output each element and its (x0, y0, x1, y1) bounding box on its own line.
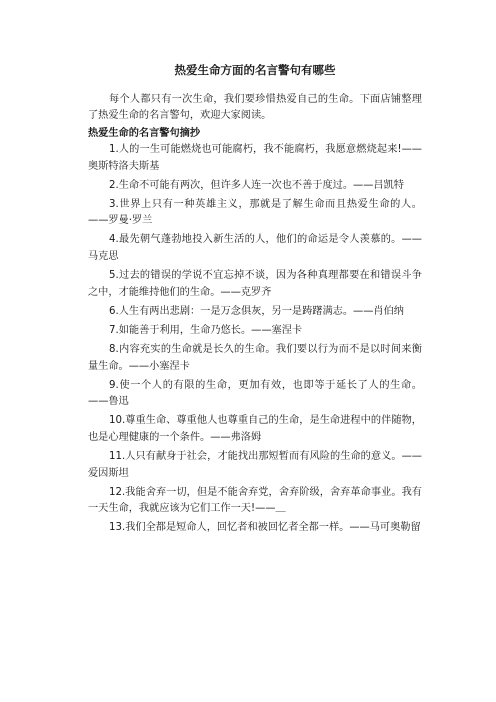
section-heading: 热爱生命的名言警句摘抄 (88, 128, 201, 139)
intro-paragraph: 每个人都只有一次生命，我们要珍惜热爱自己的生命。下面店铺整理了热爱生命的名言警句，欢迎大家阅读。 (88, 94, 422, 121)
quote-item: 3.世界上只有一种英雄主义，那就是了解生命而且热爱生命的人。——罗曼·罗兰 (88, 198, 422, 227)
quote-item: 8.内容充实的生命就是长久的生命。我们要以行为而不是以时间来衡量生命。——小塞涅卡 (88, 344, 422, 372)
quote-item: 2.生命不可能有两次，但许多人连一次也不善于度过。——吕凯特 (109, 179, 404, 191)
quote-item: 11.人只有献身于社会，才能找出那短暂而有风险的生命的意义。——爱因斯坦 (88, 451, 422, 479)
page-title: 热爱生命方面的名言警句有哪些 (174, 63, 336, 77)
quote-item: 6.人生有两出悲剧：一是万念俱灰，另一是踌躇满志。——肖伯纳 (109, 305, 404, 317)
quote-item: 7.如能善于利用，生命乃悠长。——塞涅卡 (109, 324, 303, 336)
quote-item: 9.使一个人的有限的生命，更加有效，也即等于延长了人的生命。——鲁迅 (88, 379, 422, 408)
document-page (88, 62, 422, 540)
quote-item: 13.我们全都是短命人，回忆者和被回忆者全都一样。——马可奥勒留 (109, 522, 421, 534)
quote-item: 5.过去的错误的学说不宜忘掉不谈，因为各种真理都要在和错误斗争之中，才能维持他们的生命。——克罗齐 (88, 270, 422, 298)
quote-item: 1.人的一生可能燃烧也可能腐朽，我不能腐朽，我愿意燃烧起来!——奥斯特洛夫斯基 (88, 144, 422, 172)
quote-item: 10.尊重生命、尊重他人也尊重自己的生命，是生命进程中的伴随物，也是心理健康的一个条件。——弗洛姆 (88, 415, 422, 443)
quote-list (88, 142, 422, 537)
quote-item: 12.我能舍弃一切，但是不能舍弃党，舍弃阶级，舍弃革命事业。我有一天生命，我就应该为它们工作一天!——＿ (88, 486, 422, 515)
quote-item: 4.最先朝气蓬勃地投入新生活的人，他们的命运是令人羡慕的。——马克思 (88, 234, 422, 263)
